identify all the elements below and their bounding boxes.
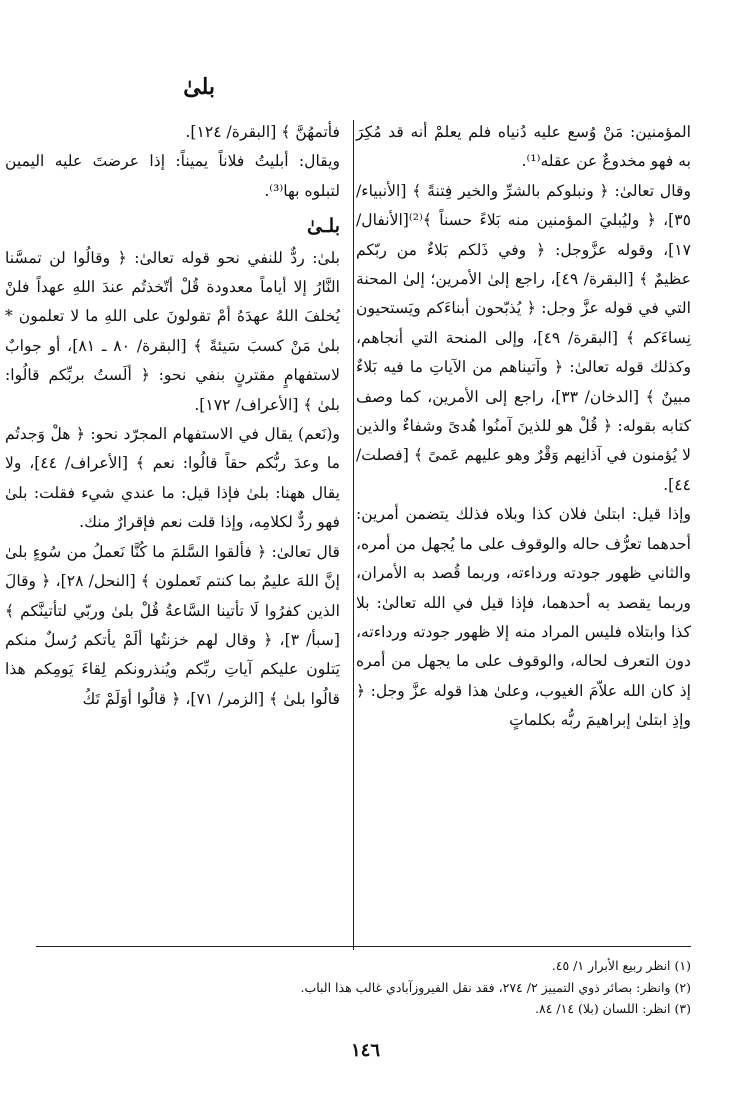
paragraph: بلىٰ: ردٌّ للنفي نحو قوله تعالىٰ: ﴿ وقالُوا لن تمسَّنا النَّارُ إلا أياماً معدودة قُلْ أتّخذتُم عندَ اللهِ عهداً فلنْ يُخلفَ اللهُ عهدَهُ أمْ تقولونَ على اللهِ ما لا تعلمون * بلىٰ مَنْ كسبَ سَيئةً ﴾ [البقرة/ ٨٠ ـ ٨١]، أو جوابٌ لاستفهامٍ مقترنٍ بنفي نحو: ﴿ ألَستُ بربِّكم قالُوا: بلىٰ ﴾ [الأعراف/ ١٧٢]. (5, 248, 341, 414)
paragraph: المؤمنين: مَنْ وُسع عليه دُنياه فلم يعلمْ أنه قد مُكِرَ به فهو مخدوعٌ عن عقله⁽¹⁾. (356, 123, 691, 171)
paragraph: وإذا قيل: ابتلىٰ فلان كذا وبلاه فذلك يتضمن أمرين: أحدهما تعرُّف حاله والوقوف على ما يُجهل من أمره، والثاني ظهور جودته ورداءته، وربما قُصد به الأمران، وربما يقصد به أحدهما، فإذا قيل في الله تعالىٰ: بلا كذا وابتلاه فليس المراد منه إلا ظهور جودته ورداءته، دون التعرف لحاله، والوقوف على ما يجهل من أمره إذ كان الله علاّمَ الغيوب، وعلىٰ هذا قوله عزَّ وجل: ﴿ وإذِ ابتلىٰ إبراهيمَ ربُّه بكلماتٍ (356, 505, 691, 730)
right-column (356, 118, 691, 736)
footnotes (36, 955, 691, 1020)
paragraph: ويقال: أبليتُ فلاناً يميناً: إذا عرضتَ عليه اليمين لتبلوه بها⁽³⁾. (5, 152, 340, 200)
column-divider (353, 120, 354, 950)
paragraph: قال تعالىٰ: ﴿ فألقوا السَّلمَ ما كُنَّا نَعملُ من سُوءٍ بلىٰ إنَّ اللهَ عليمٌ بما كنتم تَعملون ﴾ [النحل/ ٢٨]، ﴿ وقالَ الذين كفرُوا لَا تأتينا السَّاعةُ قُلْ بلىٰ وربّي لتأتينَّكم ﴾ [سبأ/ ٣]، ﴿ وقال لهم خزنتُها ألَمْ يأتكم رُسلٌ منكم يَتلون عليكم آياتِ ربِّكم ويُنذرونكم لِقاءَ يَومِكم هذا قالُوا بلىٰ ﴾ [الزمر/ ٧١]، ﴿ قالُوا أوَلَمْ تَكُ (5, 542, 340, 708)
footnote: (١) انظر ربيع الأبرار ١/ ٤٥. (551, 958, 691, 973)
paragraph: فأتمهُنَّ ﴾ [البقرة/ ١٢٤]. (185, 123, 340, 141)
footnote: (٣) انظر: اللسان (بلا) ١٤/ ٨٤. (535, 1001, 691, 1016)
footnote: (٢) وانظر: بصائر ذوي التمييز ٢/ ٢٧٤، فقد نقل الفيروزآبادي غالب هذا الباب. (300, 979, 691, 995)
page-number: ١٤٦ (350, 1040, 380, 1061)
paragraph: وقال تعالىٰ: ﴿ ونبلوكم بالشرِّ والخير فِتنةً ﴾ [الأنبياء/ ٣٥]، ﴿ وليُبليَ المؤمنين منه بَلاءً حسناً ﴾⁽²⁾[الأنفال/١٧]، وقوله عزَّوجل: ﴿ وفي ذَلكم بَلاءٌ من ربّكم عظيمٌ ﴾ [البقرة/ ٤٩]، راجع إلىٰ الأمرين؛ إلىٰ المحنة التي في قوله عزَّ وجل: ﴿ يُذبّحون أبناءَكم ويَستحيون نِساءَكم ﴾ [البقرة/ ٤٩]، وإلى المنحة التي أنجاهم، وكذلك قوله تعالىٰ: ﴿ وآتيناهم من الآياتِ ما فيه بَلاءٌ مبينٌ ﴾ [الدخان/ ٣٣]، راجع إلى الأمرين، كما وصف كتابه بقوله: ﴿ قُلْ هو للذينَ آمنُوا هُدىً وشفاءٌ والذين لا يُؤمنون في آذانِهم وَقْرٌ وهو عليهم عَمىً ﴾ [فصلت/ ٤٤]. (356, 181, 691, 494)
paragraph: و(نَعم) يقال في الاستفهام المجرّد نحو: ﴿ هلْ وَجدتُم ما وعدَ ربُّكم حقاً قالُوا: نعم ﴾ [الأعراف/ ٤٤]، ولا يقال ههنا: بلىٰ فإذا قيل: ما عندي شيء فقلت: بلىٰ فهو ردٌّ لكلامِه، وإذا قلت نعم فإقرارٌ منك. (5, 425, 340, 532)
running-head: بلىٰ (183, 74, 215, 100)
left-column (5, 118, 340, 714)
entry-title: بلـىٰ (307, 215, 340, 238)
footnotes-divider (36, 946, 691, 947)
